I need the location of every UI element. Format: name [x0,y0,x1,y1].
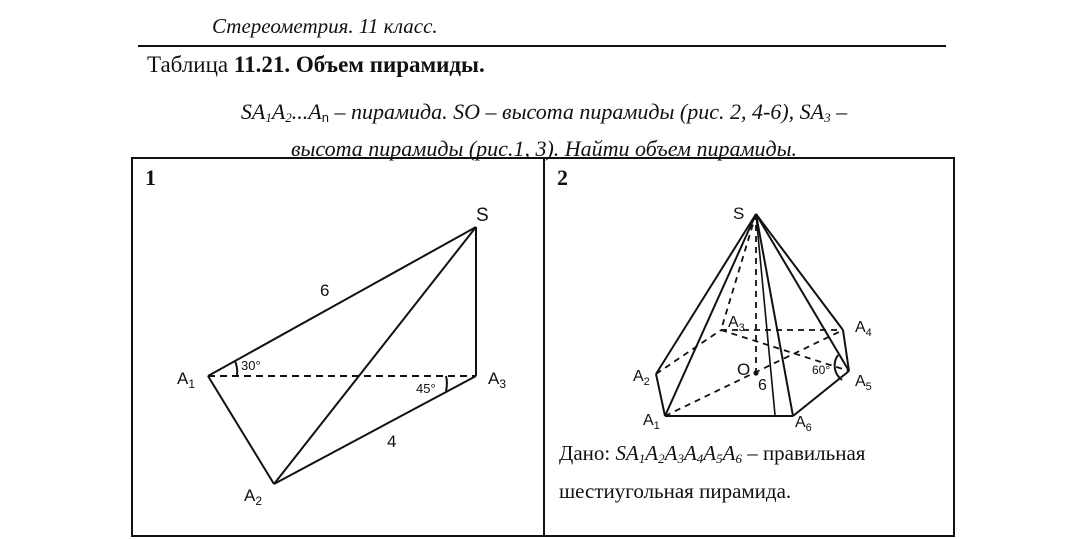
prompt-line1: – пирамида. SO – высота пирамиды (рис. 2, 4-6), SA [328,99,825,124]
edge-A2-A1 [656,374,665,416]
edge-S-A3-hidden [721,214,756,330]
table-title [147,52,485,78]
table-title-bold: 11.21. Объем пирамиды. [233,52,485,77]
segment-length-6: 6 [758,377,767,394]
prompt-pyramid-notation: $SA_1A_2...An$ [240,99,329,125]
vertex-label-S: S [476,205,489,226]
edge-S-A2 [656,214,756,374]
table-title-prefix: Таблица [147,52,234,77]
figure-1-drawing [133,159,543,539]
figure-number-1: 1 [145,165,156,190]
header-rule [138,45,946,47]
figure-cell-1 [131,157,545,537]
edge-A2-A3 [274,376,476,484]
vertex-label-S: S [733,204,745,223]
angle-label-30: 30° [241,358,261,373]
vertex-label-A4: $A_4$ [855,319,872,339]
edge-length-4: 4 [387,432,397,451]
edge-A1-A2 [208,376,274,484]
angle-arc-A1 [235,361,237,376]
figure-number-2: 2 [557,165,568,190]
vertex-label-A3: $A_3$ [488,369,507,391]
given-text [559,437,949,507]
edge-A2-A3-hidden [656,330,721,374]
vertex-label-A2: $A_2$ [244,486,263,508]
vertex-label-A3: $A_3$ [728,314,745,334]
figure-cell-2 [543,157,955,537]
vertex-label-A5: $A_5$ [855,373,872,393]
edge-S-A1 [208,227,476,376]
running-head: Стереометрия. 11 класс. [212,14,438,38]
vertex-label-A1: $A_1$ [177,369,196,391]
angle-arc-A3 [446,376,447,391]
given-suffix: – правильная [741,441,866,465]
vertex-label-A6: $A_6$ [795,414,812,434]
vertex-label-A2: $A_2$ [633,368,650,388]
edge-S-A2 [274,227,476,484]
given-pyramid-notation: $SA_1A_2A_3A_4A_5A_6$ [615,441,742,466]
given-prefix: Дано: [559,441,616,465]
angle-label-60: 60° [812,363,831,377]
given-line2: шестиугольная пирамида. [559,479,792,503]
point-O [753,370,758,375]
angle-label-45: 45° [416,381,436,396]
problem-statement: $SA_1A_2...An$ – пирамида. SO – высота пирамиды (рис. 2, 4-6), $SA_3$ – высота пирамиды (рис.1, 3). Найти объем пирамиды. [240,99,848,161]
edge-S-A1 [665,214,756,416]
prompt-line2: высота пирамиды (рис.1, 3). Найти объем пирамиды. [290,136,798,161]
point-label-O: O [737,360,751,379]
edge-S-A4 [756,214,843,330]
prompt-line1-end: – [830,99,848,124]
vertex-label-A1: $A_1$ [643,412,660,432]
edge-length-6: 6 [320,281,330,300]
